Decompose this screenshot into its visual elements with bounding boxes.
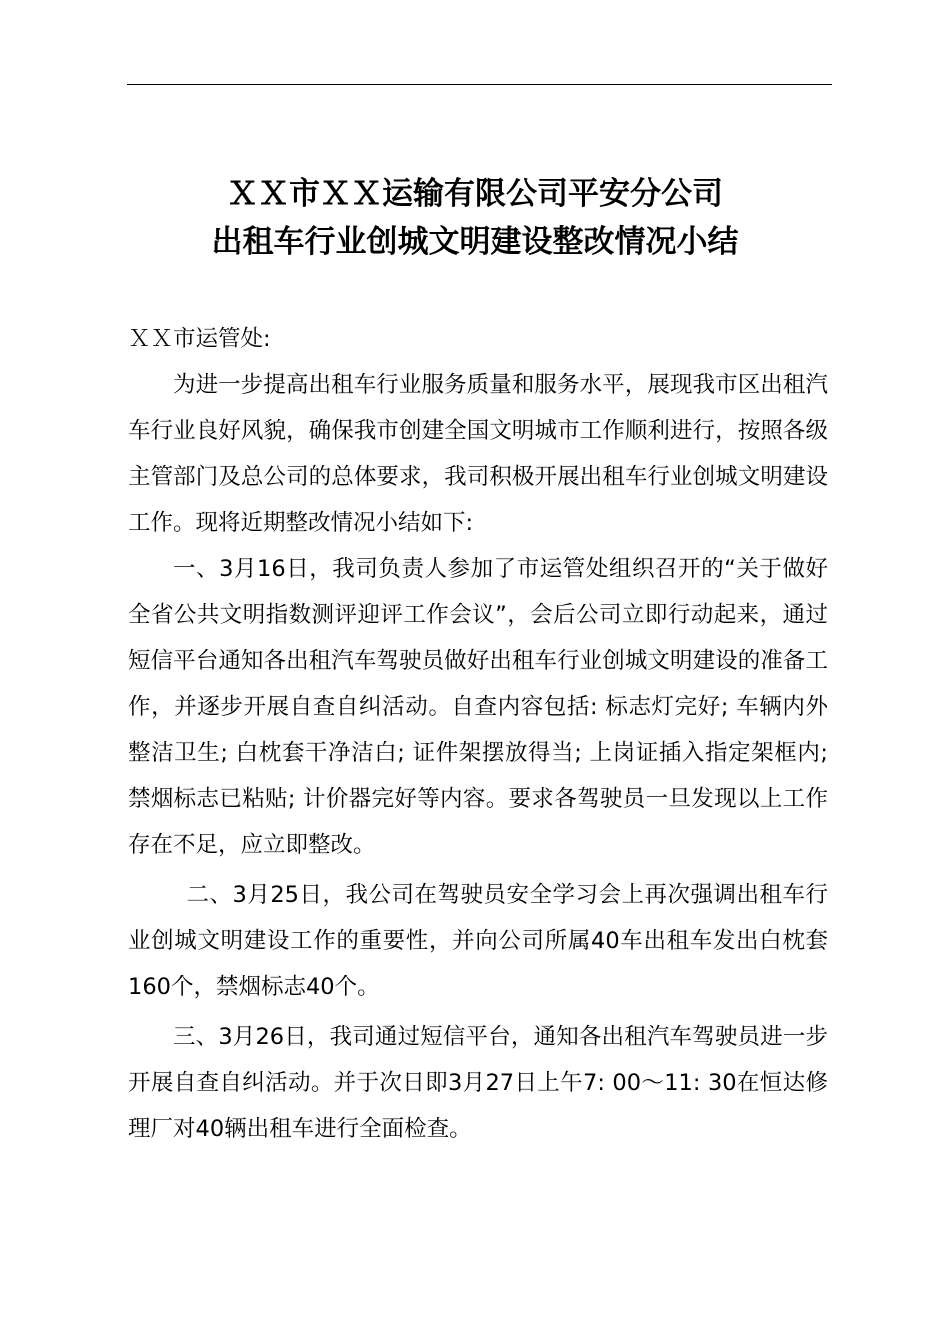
document-title xyxy=(0,170,950,266)
header-rule xyxy=(127,84,832,85)
paragraph-item-2: 二、3月25日，我公司在驾驶员安全学习会上再次强调出租车行业创城文明建设工作的重要性，并向公司所属40车出租车发出白枕套160个，禁烟标志40个。 xyxy=(128,882,828,1000)
title-line-1: ＸＸ市ＸＸ运输有限公司平安分公司 xyxy=(227,176,723,212)
title-line-2: 出租车行业创城文明建设整改情况小结 xyxy=(211,224,739,260)
paragraph-item-3: 三、3月26日，我司通过短信平台，通知各出租汽车驾驶员进一步开展自查自纠活动。并于次日即3月27日上午7: 00～11: 30在恒达修理厂对40辆出租车进行全面检查。 xyxy=(128,1024,828,1142)
paragraph-item-1: 一、3月16日，我司负责人参加了市运管处组织召开的“关于做好全省公共文明指数测评迎评工作会议”，会后公司立即行动起来，通过短信平台通知各出租汽车驾驶员做好出租车行业创城文明建设的准备工作，并逐步开展自查自纠活动。自查内容包括: 标志灯完好; 车辆内外整洁卫生; 白枕套干净洁白; 证件架摆放得当; 上岗证插入指定架框内; 禁烟标志已粘贴; 计价器完好等内容。要求各驾驶员一旦发现以上工作存在不足，应立即整改。 xyxy=(128,556,828,858)
document-body xyxy=(128,316,828,1152)
paragraph-intro: 为进一步提高出租车行业服务质量和服务水平，展现我市区出租汽车行业良好风貌，确保我市创建全国文明城市工作顺利进行，按照各级主管部门及总公司的总体要求，我司积极开展出租车行业创城文明建设工作。现将近期整改情况小结如下: xyxy=(128,372,828,536)
salutation: ＸＸ市运管处: xyxy=(128,326,271,352)
